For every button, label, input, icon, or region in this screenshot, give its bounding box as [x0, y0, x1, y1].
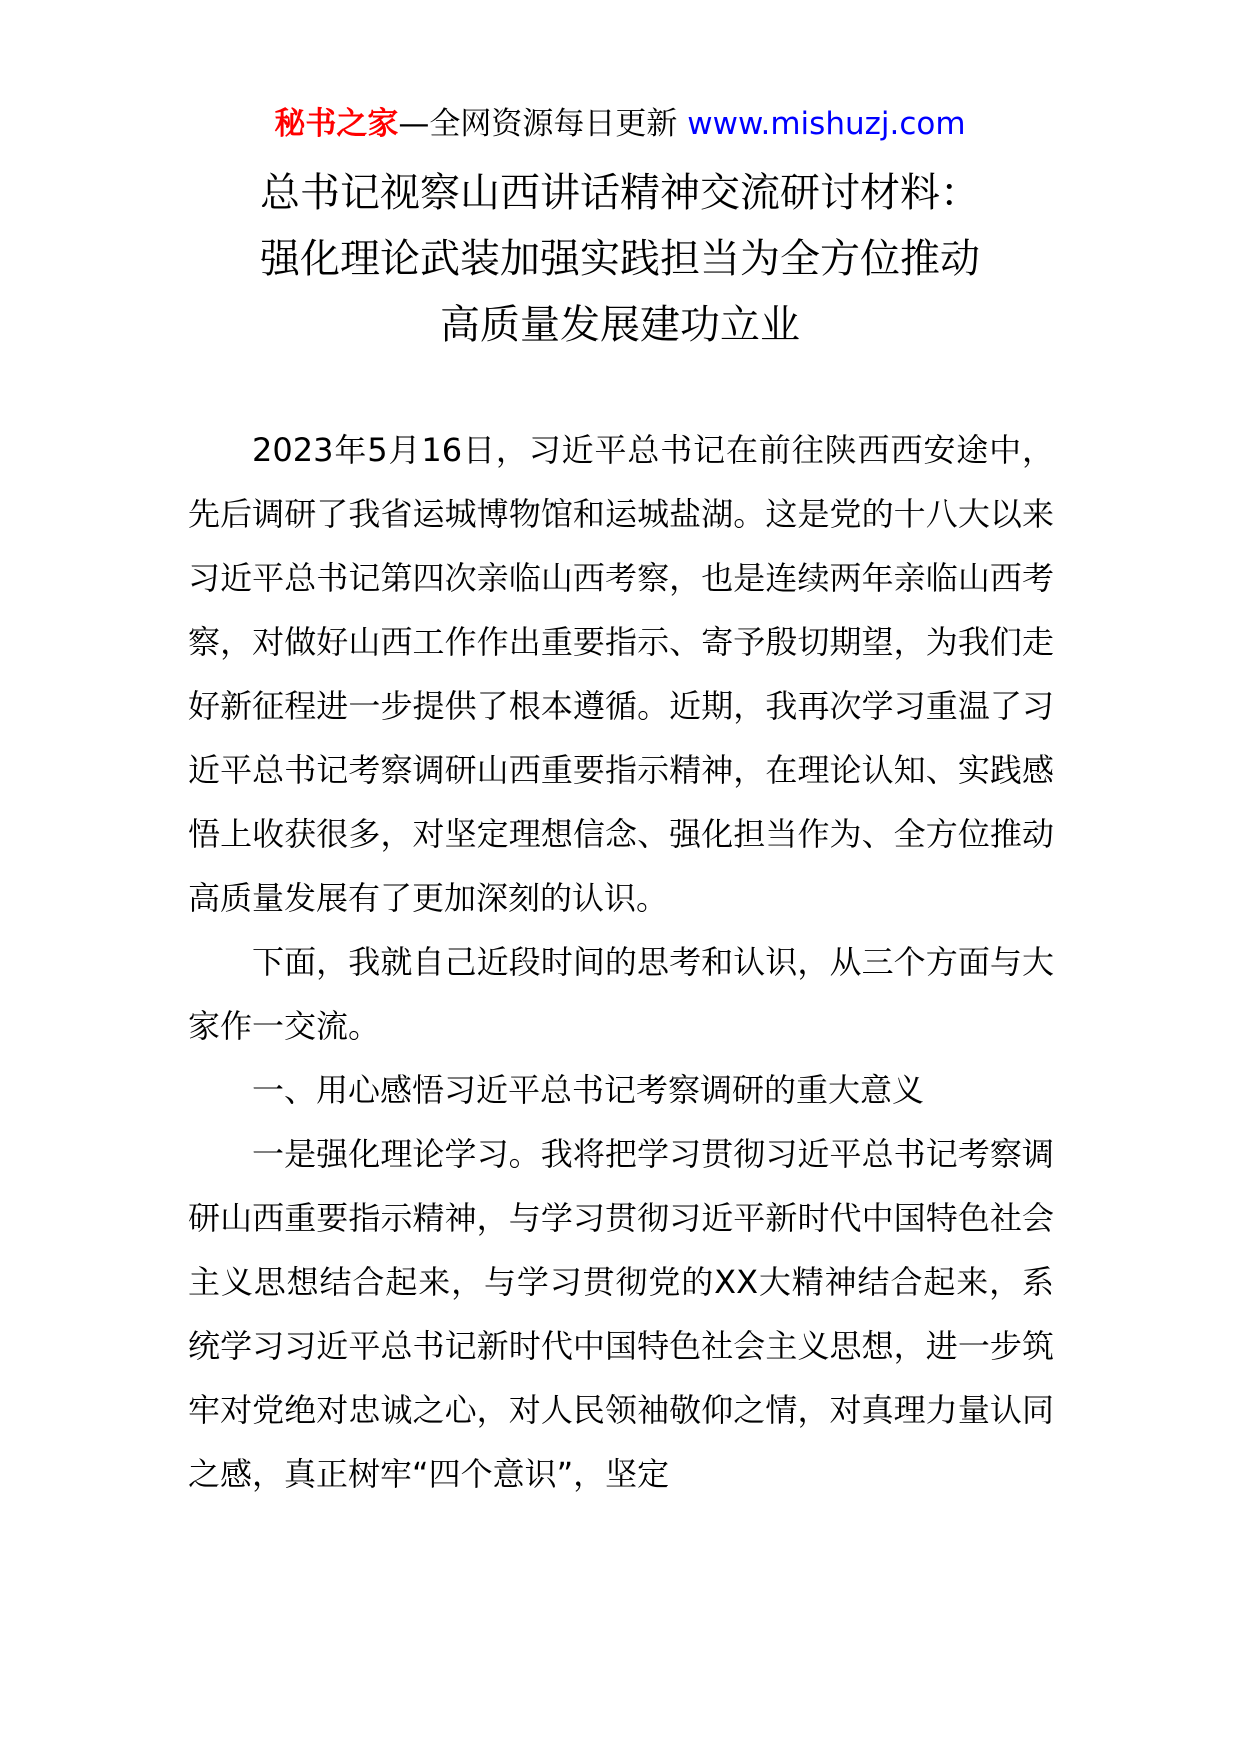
paragraph-intro: 2023年5月16日，习近平总书记在前往陕西西安途中，先后调研了我省运城博物馆和运城盐湖。这是党的十八大以来习近平总书记第四次亲临山西考察，也是连续两年亲临山西考察，对做好山西工作作出重要指示、寄予殷切期望，为我们走好新征程进一步提供了根本遵循。近期，我再次学习重温了习近平总书记考察调研山西重要指示精神，在理论认知、实践感悟上收获很多，对坚定理想信念、强化担当作为、全方位推动高质量发展有了更加深刻的认识。 — [188, 431, 1054, 917]
header-slogan: —全网资源每日更新 — [398, 106, 688, 142]
brand-name: 秘书之家 — [274, 106, 399, 142]
title-line-3: 高质量发展建功立业 — [440, 302, 800, 348]
paragraph-theory-study: 一是强化理论学习。我将把学习贯彻习近平总书记考察调研山西重要指示精神，与学习贯彻习近平新时代中国特色社会主义思想结合起来，与学习贯彻党的XX大精神结合起来，系统学习习近平总书记新时代中国特色社会主义思想，进一步筑牢对党绝对忠诚之心，对人民领袖敬仰之情，对真理力量认同之感，真正树牢“四个意识”，坚定 — [188, 1135, 1054, 1493]
site-url-link[interactable]: www.mishuzj.com — [687, 106, 966, 142]
document-title — [150, 160, 1090, 358]
document-body — [188, 418, 1054, 1506]
paragraph-overview: 下面，我就自己近段时间的思考和认识，从三个方面与大家作一交流。 — [188, 943, 1054, 1045]
title-line-2: 强化理论武装加强实践担当为全方位推动 — [260, 236, 980, 282]
section-heading-1: 一、用心感悟习近平总书记考察调研的重大意义 — [252, 1071, 925, 1109]
title-line-1: 总书记视察山西讲话精神交流研讨材料： — [260, 170, 980, 216]
site-header — [0, 98, 1240, 150]
